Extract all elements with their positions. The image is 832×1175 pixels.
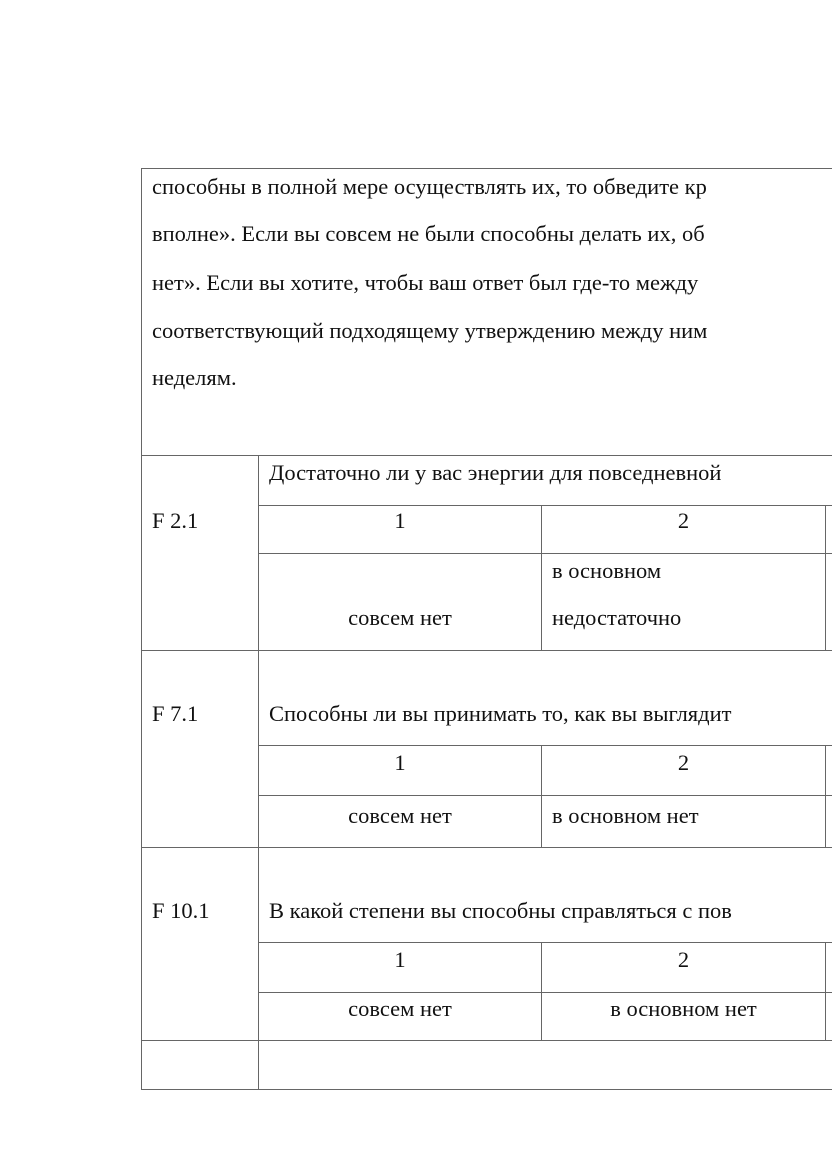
answer-number: 1 [394, 750, 406, 775]
subrow-divider [258, 553, 832, 554]
answer-label: совсем нет [348, 605, 452, 630]
item-code: F 7.1 [152, 701, 199, 726]
answer-label: в основном нет [552, 803, 699, 828]
table-bottom-border [141, 1089, 832, 1090]
intro-line: соответствующий подходящему утверждению между ним [152, 318, 708, 343]
answer-number: 2 [677, 508, 690, 533]
intro-line: вполне». Если вы совсем не были способны делать их, об [152, 221, 705, 246]
question-text: В какой степени вы способны справляться с пов [269, 898, 732, 923]
table-left-border [141, 168, 142, 1090]
subrow-divider [258, 795, 832, 796]
answer-number: 1 [394, 947, 406, 972]
answer-label: недостаточно [552, 605, 682, 630]
answer-label: в основном [552, 558, 662, 583]
subrow-divider [258, 505, 832, 506]
subrow-divider [258, 745, 832, 746]
row-divider [141, 650, 832, 651]
answer-number: 2 [677, 947, 690, 972]
answer-label: совсем нет [348, 996, 452, 1021]
row-divider [141, 1040, 832, 1041]
subrow-divider [258, 942, 832, 943]
row-divider [141, 455, 832, 456]
item-code: F 10.1 [152, 898, 210, 923]
answer-column-divider [825, 942, 826, 1040]
row-divider [141, 847, 832, 848]
answer-number: 2 [677, 750, 690, 775]
intro-line: неделям. [152, 365, 237, 390]
answer-number: 1 [394, 508, 406, 533]
question-text: Достаточно ли у вас энергии для повседневной [269, 460, 722, 485]
answer-column-divider [825, 745, 826, 847]
subrow-divider [258, 992, 832, 993]
answer-column-divider [825, 505, 826, 650]
table-top-border [141, 168, 832, 169]
answer-label: в основном нет [610, 996, 757, 1021]
intro-line: способны в полной мере осуществлять их, то обведите кр [152, 174, 707, 199]
question-text: Способны ли вы принимать то, как вы выглядит [269, 701, 732, 726]
answer-label: совсем нет [348, 803, 452, 828]
intro-line: нет». Если вы хотите, чтобы ваш ответ был где-то между [152, 270, 699, 295]
item-code: F 2.1 [152, 508, 199, 533]
